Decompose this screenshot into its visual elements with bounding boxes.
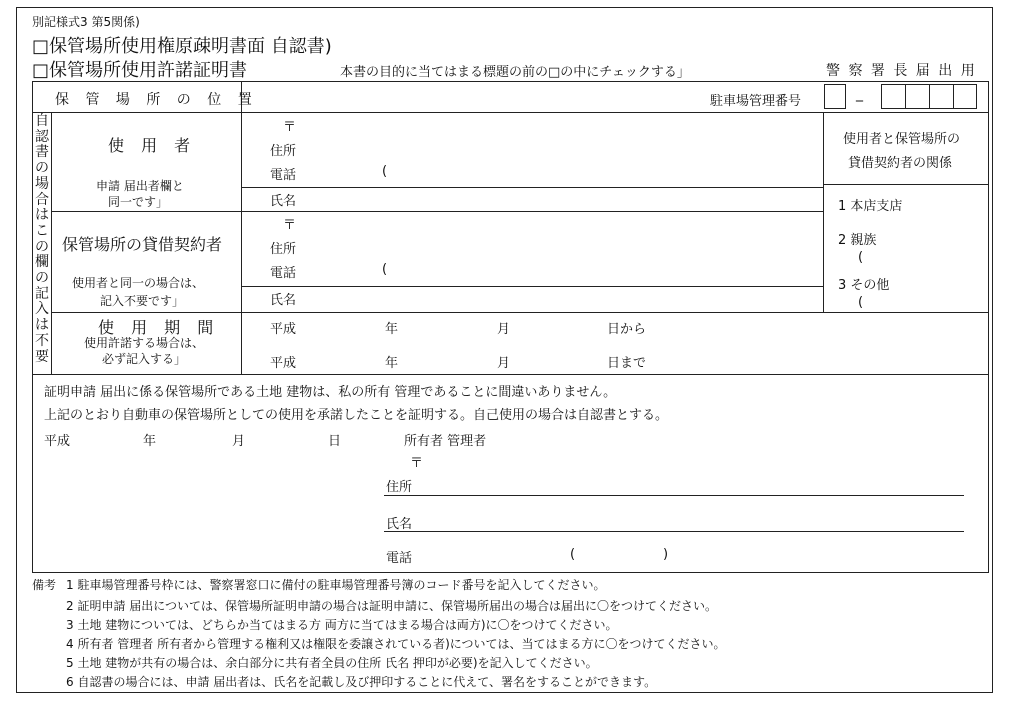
lessor-address-label[interactable]: 住所 <box>270 242 297 257</box>
owner-phone-open: ( <box>570 547 576 562</box>
note-item: 6 自認書の場合には、申請 届出者は、氏名を記載し及び押印することに代えて、署名をすることができます。 <box>66 675 657 689</box>
divider <box>241 81 242 375</box>
user-name-label[interactable]: 氏名 <box>270 194 297 209</box>
owner-label: 所有者 管理者 <box>404 434 487 449</box>
title-self-declaration[interactable]: □保管場所使用権原疎明書面 自認書) <box>32 36 332 57</box>
relation-option-3-paren: ( <box>858 295 864 310</box>
form-reference: 別記様式3 第5関係) <box>32 15 140 29</box>
period-note-1: 使用許諾する場合は、 <box>84 336 205 350</box>
parking-number-box[interactable] <box>824 84 846 109</box>
note-item: 2 証明申請 届出については、保管場所証明申請の場合は証明申請に、保管場所届出の場合は届出に〇をつけてください。 <box>66 599 718 613</box>
vertical-note: 自認書の場合はこの欄の記入は不要 <box>35 113 49 365</box>
user-phone-paren: ( <box>382 164 388 179</box>
owner-address-label[interactable]: 住所 <box>386 480 413 495</box>
lessor-name-label[interactable]: 氏名 <box>270 293 297 308</box>
relation-option-3[interactable]: 3 その他 <box>838 278 890 293</box>
location-header: 保 管 場 所 の 位 置 <box>55 92 258 108</box>
divider <box>51 211 823 212</box>
owner-name-line <box>384 531 964 532</box>
relation-option-2-paren: ( <box>858 250 864 265</box>
owner-name-label[interactable]: 氏名 <box>386 517 413 532</box>
lessor-postal-mark: 〒 <box>283 218 297 233</box>
divider <box>51 112 52 375</box>
cert-month[interactable]: 月 <box>232 434 246 449</box>
period-title: 使 用 期 間 <box>98 318 220 337</box>
user-postal-mark: 〒 <box>283 120 297 135</box>
owner-phone-label[interactable]: 電話 <box>386 551 413 566</box>
relation-option-2[interactable]: 2 親族 <box>838 233 877 248</box>
parking-number-dash: _ <box>856 86 863 102</box>
period-note-2: 必ず記入する」 <box>102 352 187 366</box>
notes-label: 備考 <box>32 578 57 592</box>
period-start-month[interactable]: 月 <box>497 322 511 337</box>
period-start-day[interactable]: 日から <box>607 322 647 337</box>
cert-year[interactable]: 年 <box>143 434 157 449</box>
lessor-note-2: 記入不要です」 <box>100 294 185 308</box>
note-item: 5 土地 建物が共有の場合は、余白部分に共有者全員の住所 氏名 押印が必要)を記入してください。 <box>66 656 598 670</box>
cert-day[interactable]: 日 <box>328 434 342 449</box>
user-title: 使 用 者 <box>108 136 197 155</box>
lessor-note-1: 使用者と同一の場合は、 <box>72 276 205 290</box>
relation-title-2: 貸借契約者の関係 <box>848 156 953 171</box>
cert-era[interactable]: 平成 <box>44 434 71 449</box>
instruction-text: 本書の目的に当てはまる標題の前の□の中にチェックする」 <box>340 65 690 80</box>
period-start-year[interactable]: 年 <box>385 322 399 337</box>
owner-address-line <box>384 495 964 496</box>
period-end-day[interactable]: 日まで <box>607 356 647 371</box>
note-item: 4 所有者 管理者 所有者から管理する権利又は権限を委譲されている者)については、当てはまる方に〇をつけてください。 <box>66 637 726 651</box>
police-use-label: 警 察 署 長 届 出 用 <box>826 63 977 79</box>
note-item: 3 土地 建物については、どちらか当てはまる方 両方に当てはまる場合は両方)に〇をつけてください。 <box>66 618 618 632</box>
user-phone-label[interactable]: 電話 <box>270 168 297 183</box>
divider <box>241 286 823 287</box>
user-note-1: 申請 届出者欄と <box>96 179 184 193</box>
divider <box>32 112 989 113</box>
divider <box>241 187 823 188</box>
lessor-phone-paren: ( <box>382 262 388 277</box>
divider <box>823 184 989 185</box>
period-start-era[interactable]: 平成 <box>270 322 297 337</box>
user-address-label[interactable]: 住所 <box>270 144 297 159</box>
divider <box>51 312 989 313</box>
relation-title-1: 使用者と保管場所の <box>843 132 961 147</box>
certification-line-2: 上記のとおり自動車の保管場所としての使用を承諾したことを証明する。自己使用の場合は自認書とする。 <box>44 408 669 423</box>
divider <box>929 84 930 109</box>
period-end-era[interactable]: 平成 <box>270 356 297 371</box>
divider <box>905 84 906 109</box>
lessor-title: 保管場所の貸借契約者 <box>62 235 223 254</box>
note-item: 1 駐車場管理番号枠には、警察署窓口に備付の駐車場管理番号簿のコード番号を記入してください。 <box>66 578 606 592</box>
title-permission-certificate[interactable]: □保管場所使用許諾証明書 <box>32 60 248 81</box>
divider <box>953 84 954 109</box>
relation-option-1[interactable]: 1 本店支店 <box>838 199 903 214</box>
period-end-month[interactable]: 月 <box>497 356 511 371</box>
certification-line-1: 証明申請 届出に係る保管場所である土地 建物は、私の所有 管理であることに間違いありません。 <box>44 385 617 400</box>
lessor-phone-label[interactable]: 電話 <box>270 266 297 281</box>
divider <box>823 112 824 312</box>
user-note-2: 同一です」 <box>108 195 169 209</box>
owner-postal-mark: 〒 <box>410 456 424 471</box>
owner-phone-close: ) <box>663 547 669 562</box>
period-end-year[interactable]: 年 <box>385 356 399 371</box>
parking-number-label: 駐車場管理番号 <box>710 94 802 109</box>
